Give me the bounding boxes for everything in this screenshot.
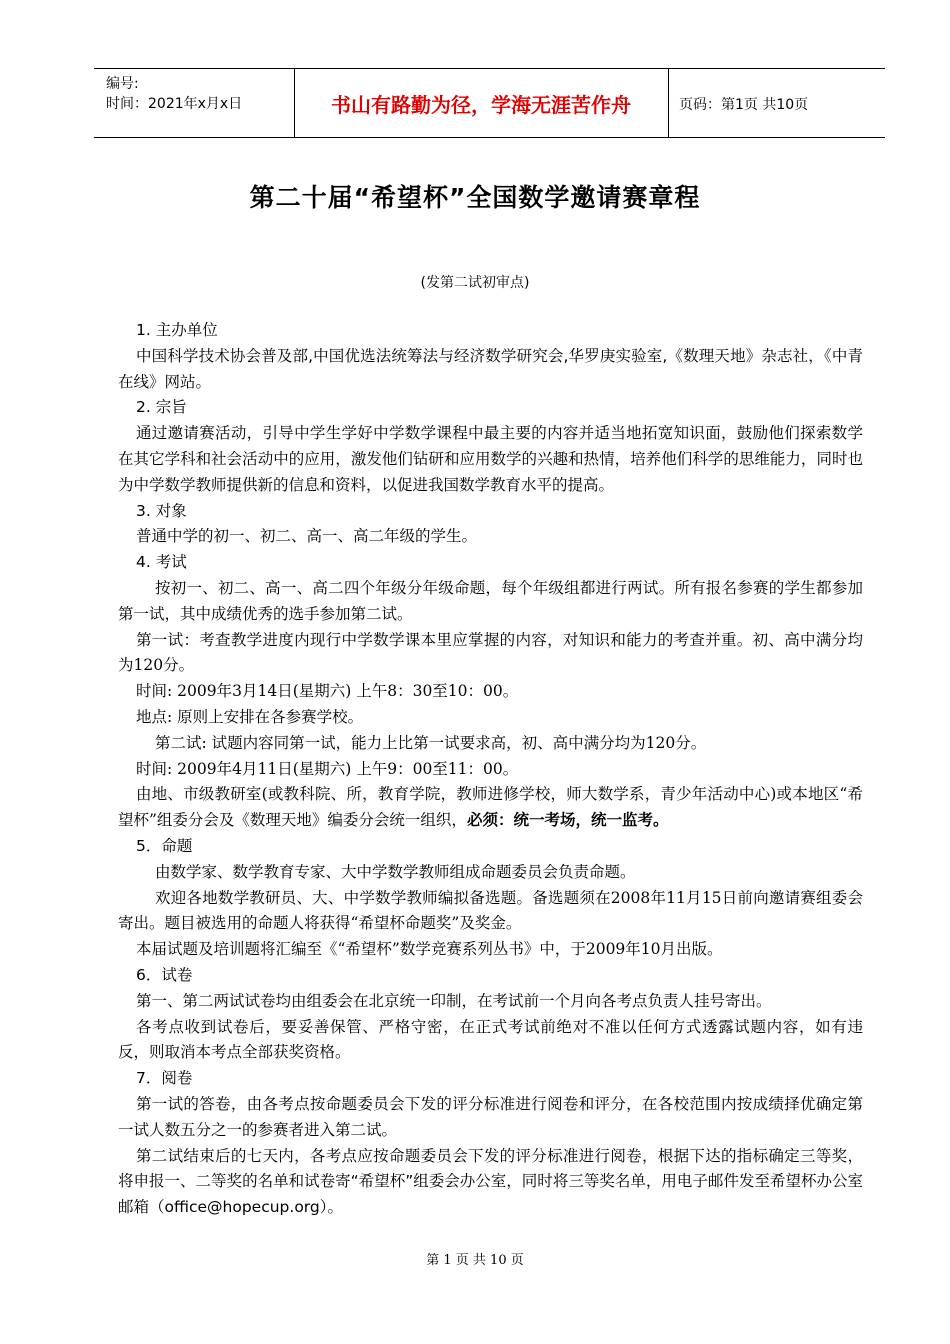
header-page-label: 页码：第1页 共10页: [679, 97, 809, 113]
section-heading: 3. 对象: [136, 501, 187, 520]
paragraph: 由数学家、数学教育专家、大中学数学教师组成命题委员会负责命题。: [155, 862, 636, 881]
paragraph: 第一、第二两试试卷均由组委会在北京统一印制，在考试前一个月向各考点负责人挂号寄出。: [136, 991, 772, 1010]
paragraph: 本届试题及培训题将汇编至《“希望杯”数学竞赛系列丛书》中，于2009年10月出版。: [136, 940, 723, 959]
header-meta-cell: [94, 69, 295, 137]
document-number-label: 编号:: [106, 76, 139, 92]
paragraph: 普通中学的初一、初二、高一、高二年级的学生。: [136, 527, 478, 546]
text-run: 各考点收到试卷后，要妥善保管、严格守密，在正式考试前绝对不准以任何方式透露试题内容，: [136, 1017, 816, 1036]
section-heading: 7．阅卷: [136, 1069, 193, 1088]
paragraph: [118, 628, 863, 680]
text-run: 分年级命题，: [406, 578, 502, 597]
paragraph: [118, 757, 863, 783]
section-heading: 2. 宗旨: [136, 398, 187, 417]
text-run: 都进行两试: [579, 578, 659, 597]
text-run: 必须：统一考场，统一监考。: [466, 811, 669, 830]
label: 时间: [136, 759, 168, 778]
text-run: : 2009年3月14日(星期六) 上午8：30至10：00。: [167, 682, 519, 701]
document-subtitle: (发第二试初审点): [420, 275, 530, 291]
page-header: [94, 68, 885, 138]
text-run: 。所有报名参赛的学生: [658, 578, 816, 597]
text-run: 第一试的答卷，由各考点按命题委员会下发的评分标准进行阅卷和评分，在各校范围内: [136, 1094, 737, 1113]
paragraph: 第二试结束后的七天内，各考点应按命题委员会下发的评分标准进行阅卷，根据下达的指标确定三等奖，将申报一、二等奖的名单和试卷寄“希望杯”组委会办公室，同时将三等奖名单，用电子邮件发至希望杯办公室邮箱（office@hopecup.org）。: [118, 1146, 863, 1217]
paragraph: [118, 705, 863, 731]
section-heading: 5．命题: [136, 836, 193, 855]
page-footer: 第 1 页 共 10 页: [426, 1253, 524, 1268]
paragraph: [118, 1015, 863, 1067]
text-run: 由地、市级教研室(或教科院、所，教育学院，教师进修学校，师大数学系，青少年活动中心)或本地区“希望杯”组委分会及《数理天地》编委分会统一组织，: [118, 785, 863, 830]
header-page-cell: [669, 69, 885, 137]
text-run: 按成绩择优确定第一试人数五分之一的参赛者进入第二试。: [118, 1094, 863, 1139]
section-heading: 4. 考试: [136, 553, 187, 572]
paragraph: [118, 782, 863, 834]
label: 第一试: [136, 630, 184, 649]
paragraph: [118, 1092, 863, 1144]
paragraph: [118, 576, 863, 628]
label: 地点: [136, 707, 168, 726]
document-title: 第二十届“希望杯”全国数学邀请赛章程: [249, 183, 701, 212]
text-run: 按初一、初二、高一、高二四个年级: [155, 578, 407, 597]
section-heading: 1. 主办单位: [136, 321, 218, 339]
text-run: 都参加第一试，其中成绩优秀的选手参加第二试: [118, 578, 863, 623]
text-run: 每个年级组: [501, 578, 580, 597]
text-run: : 原则上安排在各参赛学校。: [167, 707, 364, 726]
paragraph: [118, 679, 863, 705]
section-heading: 6．试卷: [136, 965, 193, 984]
text-run: 。: [397, 604, 413, 623]
text-run: : 2009年4月11日(星期六) 上午9：00至11：00。: [167, 759, 519, 778]
document-body: [118, 318, 863, 1221]
text-run: ：考查教学进度内现行中学数学课本里应掌握的内容，对知识和能力的考查并重。初、高中满分均为120分。: [118, 630, 863, 675]
label: 第二试: [155, 733, 202, 752]
paragraph: 欢迎各地数学教研员、大、中学数学教师编拟备选题。备选题须在2008年11月15日前向邀请赛组委会寄出。题目被选用的命题人将获得“希望杯命题奖”及奖金。: [118, 888, 863, 933]
paragraph: [118, 731, 863, 757]
label: 时间: [136, 682, 168, 701]
text-run: : 试题内容同第一试，能力上比第一试要求高，初、高中满分均为120分。: [201, 733, 707, 752]
paragraph: 通过邀请赛活动，引导中学生学好中学数学课程中最主要的内容并适当地拓宽知识面，鼓励他们探索数学在其它学科和社会活动中的应用，激发他们钻研和应用数学的兴趣和热情，培养他们科学的思维能力，同时也为中学数学教师提供新的信息和资料，以促进我国数学教育水平的提高。: [118, 424, 863, 494]
paragraph: 中国科学技术协会普及部,中国优选法统筹法与经济数学研究会,华罗庚实验室,《数理天地》杂志社，《中青在线》网站。: [118, 346, 863, 391]
document-time-label: 时间：2021年x月x日: [106, 96, 243, 112]
text-run: 如有违反，则取消本考点全部获奖资格。: [118, 1017, 863, 1062]
header-motto: 书山有路勤为径，学海无涯苦作舟: [294, 69, 669, 137]
